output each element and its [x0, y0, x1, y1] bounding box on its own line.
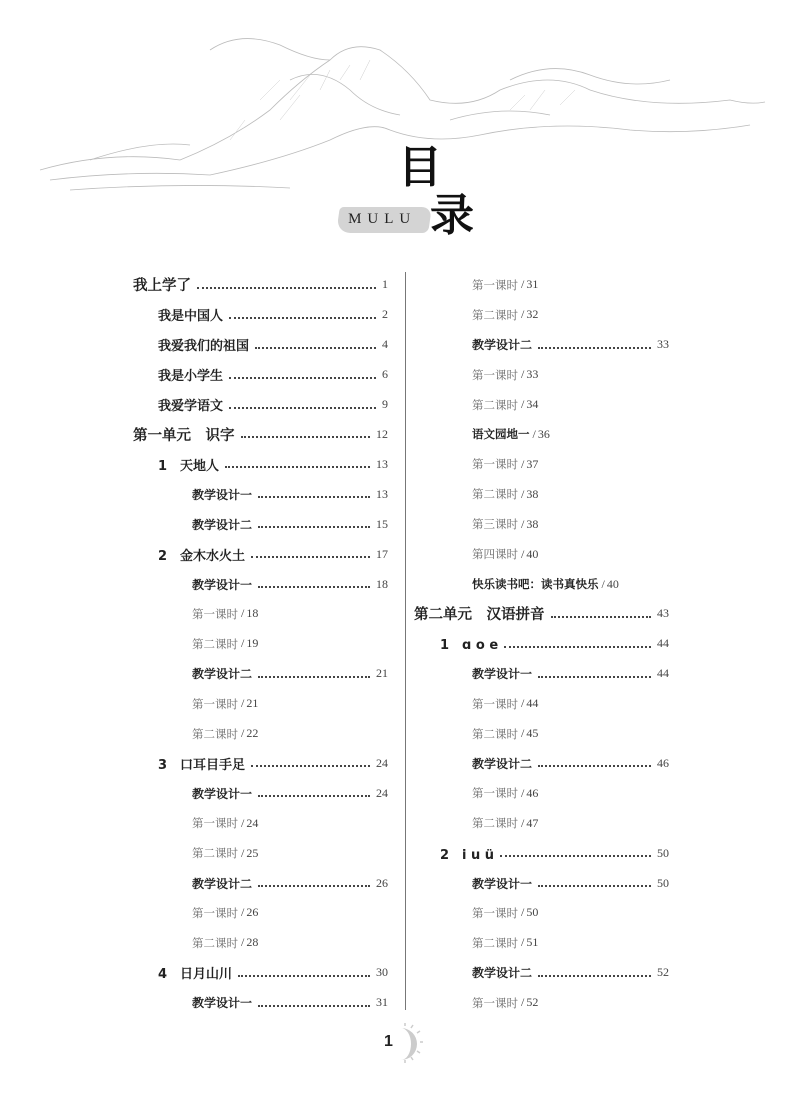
toc-entry-label: 语文园地一 — [472, 427, 530, 442]
toc-entry-label: 教学设计二 — [472, 756, 533, 771]
dot-leader — [241, 436, 371, 438]
toc-entry-label: 我是中国人 — [158, 309, 224, 325]
toc-entry-page: 17 — [376, 546, 388, 561]
toc-entry-label: 4 日月山川 — [158, 967, 233, 983]
slash-separator: / — [521, 995, 525, 1010]
toc-entry[interactable] — [412, 808, 669, 838]
toc-entry-label: 1 ɑ o e — [440, 638, 499, 654]
toc-entry-page: 50 — [526, 905, 539, 920]
slash-separator: / — [241, 606, 245, 621]
slash-separator: / — [521, 935, 525, 950]
toc-entry-page: 25 — [246, 845, 259, 860]
slash-separator: / — [521, 726, 525, 741]
toc-entry-page: 24 — [376, 785, 388, 800]
slash-separator: / — [241, 696, 245, 711]
toc-entry[interactable] — [412, 659, 669, 689]
toc-entry[interactable] — [130, 330, 388, 360]
slash-separator: / — [521, 307, 525, 322]
toc-entry-page: 1 — [382, 277, 388, 292]
toc-entry[interactable] — [130, 360, 388, 390]
slash-separator: / — [521, 516, 525, 531]
toc-entry[interactable] — [130, 838, 388, 868]
toc-entry[interactable] — [412, 539, 669, 569]
toc-entry-page: 18 — [246, 606, 259, 621]
toc-entry-page: 21 — [376, 666, 388, 681]
toc-entry-label: 第二单元 汉语拼音 — [414, 606, 545, 624]
column-divider — [405, 272, 406, 1010]
toc-entry[interactable] — [130, 420, 388, 450]
toc-entry[interactable] — [412, 360, 669, 390]
toc-entry[interactable] — [130, 629, 388, 659]
toc-entry[interactable] — [412, 300, 669, 330]
dot-leader — [538, 676, 651, 678]
slash-separator: / — [521, 815, 525, 830]
toc-entry-label: 教学设计二 — [192, 876, 253, 891]
toc-entry[interactable] — [412, 689, 669, 719]
pinyin-label: MULU — [348, 211, 417, 227]
dot-leader — [251, 556, 370, 558]
slash-separator: / — [532, 426, 536, 441]
toc-entry-label: 教学设计一 — [192, 487, 253, 502]
toc-entry-label: 第一课时 — [192, 905, 238, 920]
toc-entry[interactable] — [130, 958, 388, 988]
toc-entry-page: 44 — [526, 696, 539, 711]
toc-entry-page: 28 — [246, 935, 259, 950]
toc-entry-page: 33 — [657, 337, 669, 352]
toc-entry-page: 24 — [246, 815, 259, 830]
toc-entry[interactable] — [412, 958, 669, 988]
dot-leader — [255, 347, 376, 349]
toc-entry-label: 教学设计二 — [192, 517, 253, 532]
dot-leader — [258, 795, 370, 797]
moon-sun-icon — [395, 1022, 435, 1066]
toc-entry-label: 第一课时 — [472, 786, 518, 801]
toc-entry-page: 47 — [526, 815, 539, 830]
toc-entry-label: 3 口耳目手足 — [158, 757, 246, 773]
dot-leader — [229, 377, 376, 379]
toc-entry[interactable] — [412, 420, 669, 450]
toc-entry-label: 第二课时 — [472, 935, 518, 950]
toc-entry[interactable] — [412, 390, 669, 420]
toc-entry-label: 我是小学生 — [158, 369, 224, 385]
toc-entry[interactable] — [412, 330, 669, 360]
page-number: 1 — [384, 1033, 393, 1050]
toc-entry[interactable] — [130, 928, 388, 958]
toc-entry-label: 我爱我们的祖国 — [158, 339, 250, 355]
toc-entry[interactable] — [130, 868, 388, 898]
slash-separator: / — [241, 636, 245, 651]
toc-entry-page: 26 — [246, 905, 259, 920]
toc-entry-label: 第一课时 — [472, 696, 518, 711]
toc-entry[interactable] — [130, 390, 388, 420]
toc-entry-page: 19 — [246, 636, 259, 651]
toc-entry-page: 32 — [526, 307, 539, 322]
slash-separator: / — [521, 905, 525, 920]
toc-entry[interactable] — [412, 509, 669, 539]
dot-leader — [197, 287, 376, 289]
slash-separator: / — [241, 935, 245, 950]
toc-entry[interactable] — [130, 808, 388, 838]
toc-entry-page: 37 — [526, 456, 539, 471]
toc-entry[interactable] — [412, 778, 669, 808]
toc-entry-label: 教学设计二 — [472, 338, 533, 353]
toc-entry-label: 第二课时 — [192, 846, 238, 861]
toc-entry-page: 34 — [526, 397, 539, 412]
slash-separator: / — [521, 367, 525, 382]
slash-separator: / — [521, 456, 525, 471]
toc-entry[interactable] — [130, 599, 388, 629]
toc-entry[interactable] — [130, 449, 388, 479]
toc-entry-label: 第一课时 — [472, 277, 518, 292]
toc-entry-page: 21 — [246, 696, 259, 711]
slash-separator: / — [521, 486, 525, 501]
dot-leader — [500, 855, 651, 857]
toc-entry[interactable] — [412, 749, 669, 779]
toc-entry-page: 45 — [526, 726, 539, 741]
slash-separator: / — [521, 785, 525, 800]
toc-entry-page: 38 — [526, 516, 539, 531]
toc-entry-page: 46 — [657, 755, 669, 770]
toc-entry[interactable] — [412, 479, 669, 509]
toc-column-right — [412, 270, 669, 1018]
toc-entry-label: 我爱学语文 — [158, 399, 224, 415]
toc-entry[interactable] — [130, 539, 388, 569]
toc-entry-page: 50 — [657, 845, 669, 860]
toc-entry[interactable] — [412, 629, 669, 659]
slash-separator: / — [521, 277, 525, 292]
toc-entry-page: 9 — [382, 397, 388, 412]
toc-entry-page: 4 — [382, 337, 388, 352]
toc-entry-label: 第三课时 — [472, 517, 518, 532]
dot-leader — [251, 765, 370, 767]
toc-entry[interactable] — [130, 778, 388, 808]
toc-entry-label: 2 金木水火土 — [158, 548, 246, 564]
toc-entry-page: 52 — [657, 965, 669, 980]
toc-entry-label: 第一课时 — [192, 816, 238, 831]
toc-entry[interactable] — [412, 928, 669, 958]
slash-separator: / — [521, 397, 525, 412]
toc-entry[interactable] — [412, 898, 669, 928]
toc-entry-label: 第二课时 — [472, 487, 518, 502]
toc-entry[interactable] — [130, 270, 388, 300]
dot-leader — [258, 526, 370, 528]
toc-entry-page: 44 — [657, 666, 669, 681]
dot-leader — [538, 765, 651, 767]
toc-entry[interactable] — [130, 988, 388, 1018]
dot-leader — [504, 646, 651, 648]
toc-entry[interactable] — [130, 659, 388, 689]
toc-entry[interactable] — [412, 988, 669, 1018]
toc-entry[interactable] — [412, 838, 669, 868]
toc-entry[interactable] — [130, 569, 388, 599]
toc-entry-page: 33 — [526, 367, 539, 382]
dot-leader — [229, 317, 376, 319]
toc-entry[interactable] — [412, 569, 669, 599]
toc-entry-page: 24 — [376, 755, 388, 770]
toc-entry-page: 40 — [606, 576, 619, 591]
dot-leader — [258, 676, 370, 678]
toc-entry-label: 第一单元 识字 — [133, 426, 235, 444]
slash-separator: / — [521, 696, 525, 711]
toc-entry-label: 1 天地人 — [158, 458, 220, 474]
toc-entry-label: 第二课时 — [472, 307, 518, 322]
title-char: 目 — [398, 142, 442, 193]
dot-leader — [538, 347, 651, 349]
toc-entry-page: 31 — [376, 995, 388, 1010]
toc-entry-page: 18 — [376, 576, 388, 591]
toc-entry-label: 教学设计一 — [192, 577, 253, 592]
toc-entry-label: 2 i u ü — [440, 847, 495, 863]
toc-entry-label: 第一课时 — [192, 606, 238, 621]
toc-entry-label: 教学设计二 — [472, 966, 533, 981]
toc-entry[interactable] — [412, 270, 669, 300]
toc-entry-page: 44 — [657, 636, 669, 651]
toc-column-left — [130, 270, 388, 1018]
toc-entry-label: 我上学了 — [133, 277, 191, 295]
toc-entry[interactable] — [130, 898, 388, 928]
slash-separator: / — [241, 845, 245, 860]
dot-leader — [229, 407, 376, 409]
toc-entry-page: 30 — [376, 965, 388, 980]
toc-entry-page: 13 — [376, 456, 388, 471]
toc-entry-page: 51 — [526, 935, 539, 950]
toc-entry-page: 50 — [657, 875, 669, 890]
toc-entry[interactable] — [412, 719, 669, 749]
slash-separator: / — [241, 815, 245, 830]
toc-entry-label: 第二课时 — [192, 726, 238, 741]
toc-entry[interactable] — [130, 719, 388, 749]
toc-entry-label: 第一课时 — [472, 905, 518, 920]
dot-leader — [225, 466, 370, 468]
dot-leader — [538, 975, 651, 977]
dot-leader — [258, 496, 370, 498]
dot-leader — [238, 975, 370, 977]
toc-entry-page: 2 — [382, 307, 388, 322]
toc-entry-page: 43 — [657, 606, 669, 621]
toc-entry-page: 52 — [526, 995, 539, 1010]
toc-entry-page: 6 — [382, 367, 388, 382]
toc-entry[interactable] — [130, 479, 388, 509]
toc-entry-label: 第二课时 — [472, 726, 518, 741]
toc-entry-label: 快乐读书吧：读书真快乐 — [472, 577, 599, 592]
dot-leader — [551, 616, 652, 618]
toc-entry-page: 13 — [376, 486, 388, 501]
toc-entry-label: 教学设计一 — [192, 786, 253, 801]
toc-entry-page: 38 — [526, 486, 539, 501]
toc-entry[interactable] — [130, 689, 388, 719]
toc-entry[interactable] — [412, 449, 669, 479]
toc-entry[interactable] — [130, 300, 388, 330]
toc-entry-label: 第二课时 — [472, 397, 518, 412]
toc-entry-page: 15 — [376, 516, 388, 531]
toc-entry-page: 40 — [526, 546, 539, 561]
toc-entry-label: 第二课时 — [192, 636, 238, 651]
toc-entry-page: 46 — [526, 785, 539, 800]
toc-entry-page: 31 — [526, 277, 539, 292]
toc-entry-label: 教学设计一 — [472, 876, 533, 891]
toc-entry[interactable] — [130, 749, 388, 779]
toc-entry-page: 22 — [246, 726, 259, 741]
title-char: 录 — [430, 190, 474, 241]
toc-entry-label: 第二课时 — [192, 935, 238, 950]
toc-entry-label: 第一课时 — [472, 995, 518, 1010]
dot-leader — [538, 885, 651, 887]
toc-entry-page: 36 — [537, 426, 550, 441]
toc-entry-label: 第四课时 — [472, 547, 518, 562]
dot-leader — [258, 885, 370, 887]
toc-entry-label: 第一课时 — [472, 457, 518, 472]
pinyin-banner — [336, 207, 432, 233]
dot-leader — [258, 586, 370, 588]
toc-entry-label: 第一课时 — [472, 367, 518, 382]
toc-entry[interactable] — [412, 599, 669, 629]
toc-entry[interactable] — [130, 509, 388, 539]
toc-entry-label: 第一课时 — [192, 696, 238, 711]
toc-entry-page: 26 — [376, 875, 388, 890]
toc-entry[interactable] — [412, 868, 669, 898]
slash-separator: / — [601, 576, 605, 591]
toc-entry-page: 12 — [376, 426, 388, 441]
toc-entry-label: 教学设计一 — [192, 996, 253, 1011]
dot-leader — [258, 1005, 370, 1007]
toc-entry-label: 教学设计二 — [192, 667, 253, 682]
toc-entry-label: 教学设计一 — [472, 667, 533, 682]
slash-separator: / — [241, 726, 245, 741]
toc-entry-label: 第二课时 — [472, 816, 518, 831]
slash-separator: / — [241, 905, 245, 920]
slash-separator: / — [521, 546, 525, 561]
